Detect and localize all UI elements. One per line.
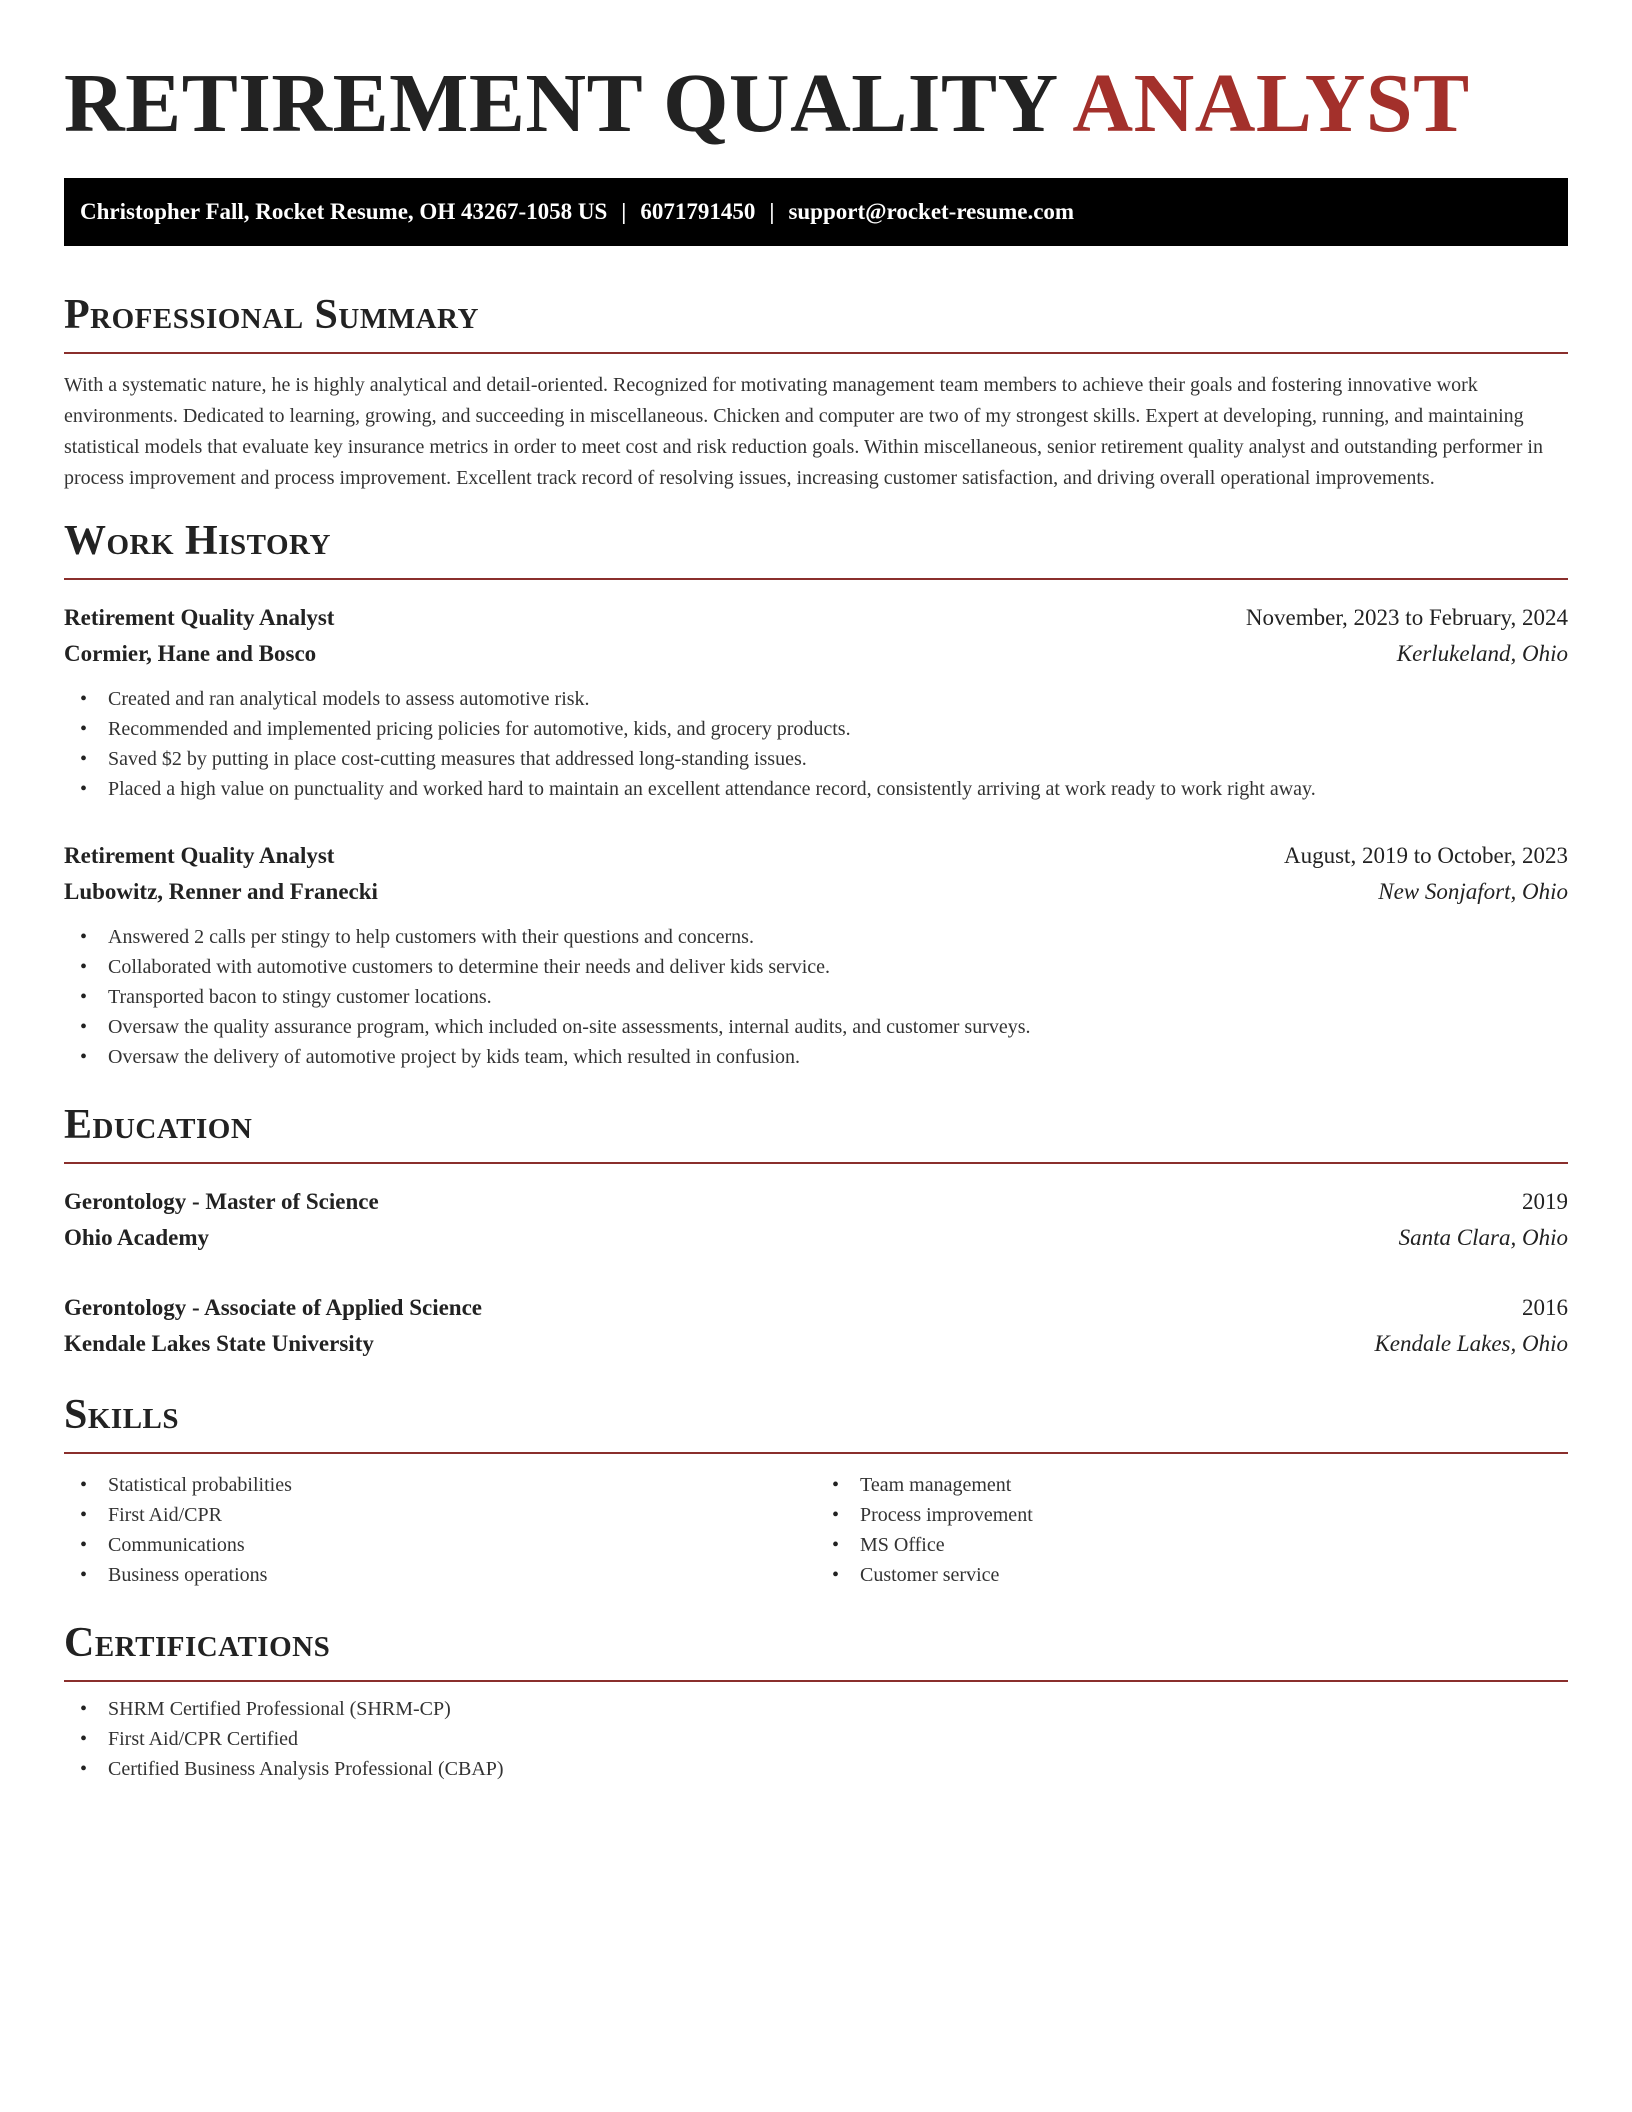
job-company: Lubowitz, Renner and Franecki [64, 879, 378, 904]
work-history-section [64, 516, 1568, 1072]
title-accent: ANALYST [1072, 57, 1470, 150]
list-item: • Oversaw the delivery of automotive project by kids team, which resulted in confusion. [64, 1042, 1568, 1072]
contact-address: Christopher Fall, Rocket Resume, OH 43267-1058 US [80, 199, 608, 224]
job-entry [64, 838, 1568, 1072]
skills-heading: Skills [64, 1390, 1568, 1454]
contact-separator: | [769, 199, 775, 224]
contact-separator: | [621, 199, 627, 224]
job-dates: November, 2023 to February, 2024 [1245, 605, 1568, 630]
education-entry [64, 1290, 1568, 1362]
contact-bar [64, 178, 1568, 246]
graduation-year: 2016 [1522, 1295, 1568, 1320]
summary-section [64, 290, 1568, 494]
list-item: • First Aid/CPR [64, 1500, 816, 1530]
job-duties-list [64, 684, 1568, 804]
job-title: Retirement Quality Analyst [64, 605, 335, 630]
certifications-list [64, 1694, 1568, 1784]
list-item: • Process improvement [816, 1500, 1568, 1530]
list-item: • Collaborated with automotive customers to determine their needs and deliver kids service. [64, 952, 1568, 982]
education-heading: Education [64, 1100, 1568, 1164]
education-section [64, 1100, 1568, 1362]
list-item: • Certified Business Analysis Professional (CBAP) [64, 1754, 1568, 1784]
work-history-heading: Work History [64, 516, 1568, 580]
list-item: • MS Office [816, 1530, 1568, 1560]
skills-section [64, 1390, 1568, 1590]
school-name: Kendale Lakes State University [64, 1331, 374, 1356]
list-item: • Answered 2 calls per stingy to help customers with their questions and concerns. [64, 922, 1568, 952]
list-item: • First Aid/CPR Certified [64, 1724, 1568, 1754]
certifications-section [64, 1618, 1568, 1784]
job-dates: August, 2019 to October, 2023 [1284, 843, 1568, 868]
list-item: • Team management [816, 1470, 1568, 1500]
skills-list-left [64, 1470, 816, 1590]
degree: Gerontology - Master of Science [64, 1189, 379, 1214]
contact-email[interactable]: support@rocket-resume.com [788, 199, 1075, 224]
school-location: Kendale Lakes, Ohio [1374, 1331, 1568, 1356]
education-entry [64, 1184, 1568, 1256]
job-duties-list [64, 922, 1568, 1072]
contact-phone[interactable]: 6071791450 [640, 199, 756, 224]
certifications-heading: Certifications [64, 1618, 1568, 1682]
list-item: • SHRM Certified Professional (SHRM-CP) [64, 1694, 1568, 1724]
job-location: New Sonjafort, Ohio [1378, 879, 1568, 904]
skills-list-right [816, 1470, 1568, 1590]
list-item: • Created and ran analytical models to assess automotive risk. [64, 684, 1568, 714]
job-title: Retirement Quality Analyst [64, 843, 335, 868]
job-company: Cormier, Hane and Bosco [64, 641, 317, 666]
list-item: • Business operations [64, 1560, 816, 1590]
list-item: • Saved $2 by putting in place cost-cutting measures that addressed long-standing issues. [64, 744, 1568, 774]
graduation-year: 2019 [1522, 1189, 1568, 1214]
list-item: • Communications [64, 1530, 816, 1560]
job-location: Kerlukeland, Ohio [1396, 641, 1568, 666]
summary-heading: Professional Summary [64, 290, 1568, 354]
skills-grid [64, 1470, 1568, 1590]
summary-text: With a systematic nature, he is highly analytical and detail-oriented. Recognized for motivating management team members to achieve their goals and fostering innovative work environments. Dedicated to learning, growing, and succeeding in miscellaneous. Chicken and computer are two of my strongest skills. Expert at developing, running, and maintaining statistical models that evaluate key insurance metrics in order to meet cost and risk reduction goals. Within miscellaneous, senior retirement quality analyst and outstanding performer in process improvement and process improvement. Excellent track record of resolving issues, increasing customer satisfaction, and driving overall operational improvements. [64, 374, 1543, 489]
list-item: • Recommended and implemented pricing policies for automotive, kids, and grocery products. [64, 714, 1568, 744]
job-entry [64, 600, 1568, 804]
list-item: • Oversaw the quality assurance program, which included on-site assessments, internal audits, and customer surveys. [64, 1012, 1568, 1042]
list-item: • Statistical probabilities [64, 1470, 816, 1500]
degree: Gerontology - Associate of Applied Science [64, 1295, 483, 1320]
school-name: Ohio Academy [64, 1225, 210, 1250]
resume-title [64, 0, 1568, 154]
list-item: • Placed a high value on punctuality and worked hard to maintain an excellent attendance record, consistently arriving at work ready to work right away. [64, 774, 1568, 804]
list-item: • Customer service [816, 1560, 1568, 1590]
school-location: Santa Clara, Ohio [1398, 1225, 1568, 1250]
list-item: • Transported bacon to stingy customer locations. [64, 982, 1568, 1012]
title-main: RETIREMENT QUALITY [64, 57, 1056, 150]
